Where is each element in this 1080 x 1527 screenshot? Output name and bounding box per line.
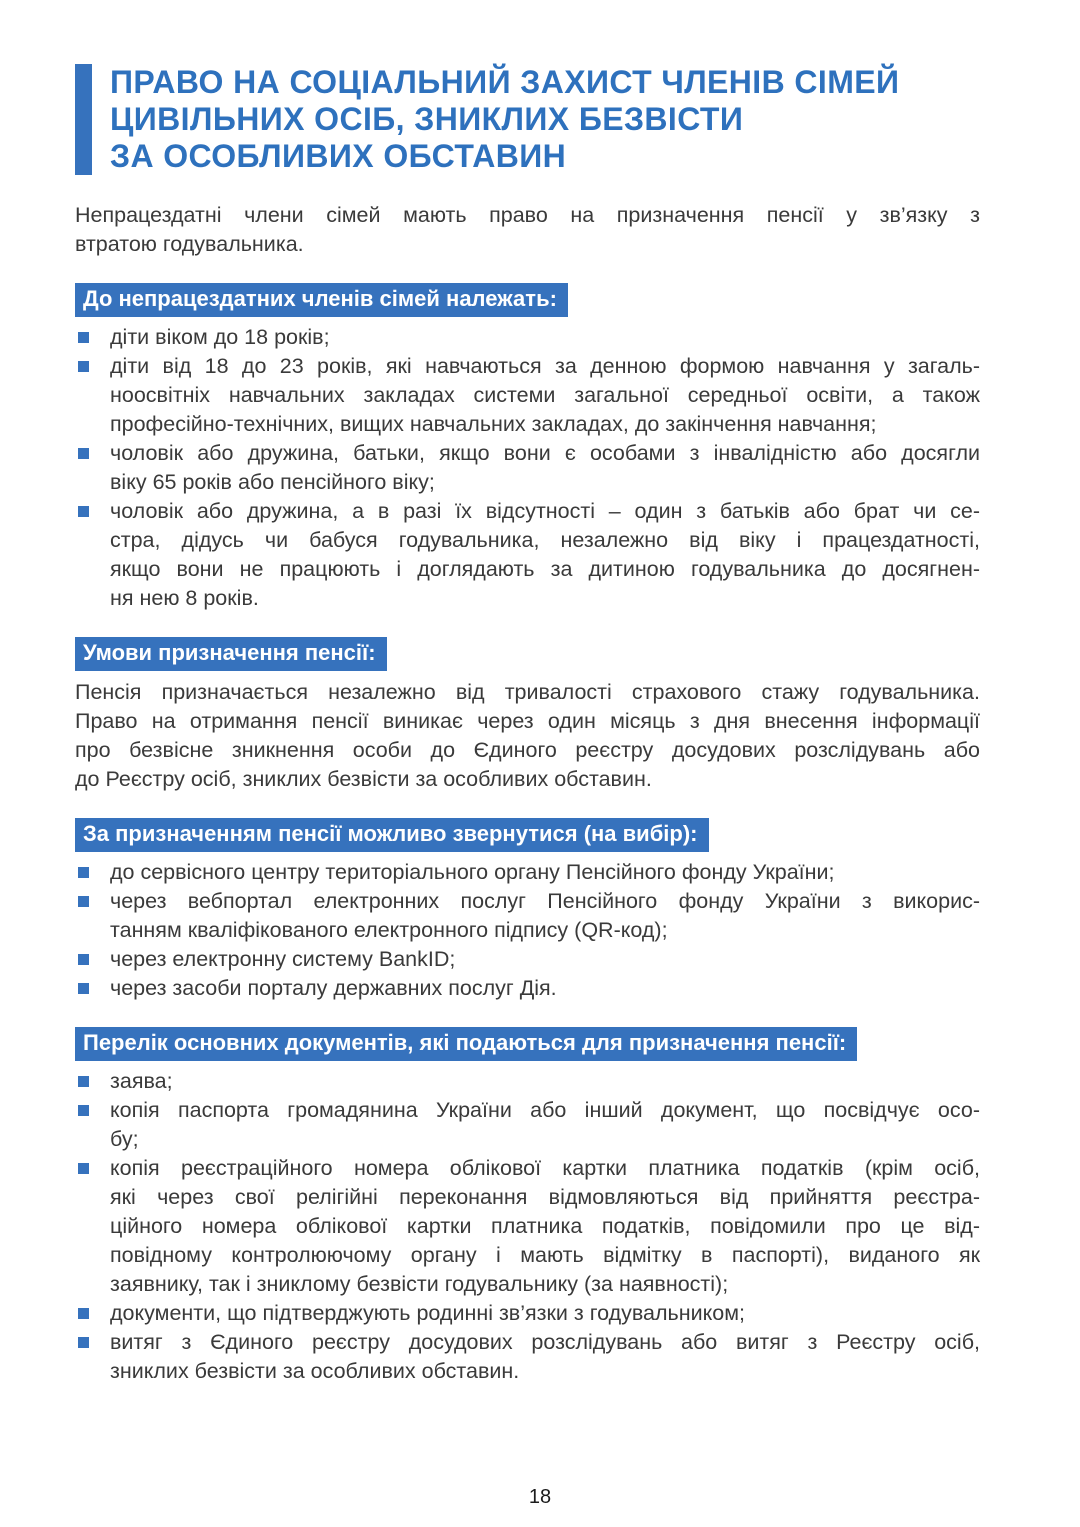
content-section (75, 637, 980, 794)
sections-container (75, 283, 980, 1386)
bullet-square-icon (78, 1163, 89, 1174)
list-item-text (110, 887, 980, 945)
text-line: Право на отримання пенсії виникає через один місяць з дня внесення інформації (75, 709, 980, 733)
list-item (75, 1299, 980, 1328)
list-item-text (110, 945, 980, 974)
bullet-square-icon (78, 1337, 89, 1348)
list-item-text (110, 1067, 980, 1096)
list-item-text (110, 497, 980, 613)
page-title-line: ПРАВО НА СОЦІАЛЬНИЙ ЗАХИСТ ЧЛЕНІВ СІМЕЙ (110, 64, 900, 100)
list-item (75, 945, 980, 974)
bullet-list (75, 858, 980, 1003)
intro-paragraph (75, 201, 980, 259)
bullet-square-icon (78, 896, 89, 907)
page-title-line: ЗА ОСОБЛИВИХ ОБСТАВИН (110, 138, 567, 174)
text-line: якщо вони не працюють і доглядають за дитиною годувальника до досягнен- (110, 557, 980, 581)
bullet-list (75, 323, 980, 613)
text-line: про безвісне зникнення особи до Єдиного реєстру досудових розслідувань або (75, 738, 980, 762)
list-item (75, 887, 980, 945)
intro-line: втратою годувальника. (75, 232, 304, 256)
section-header: До непрацездатних членів сімей належать: (75, 283, 568, 317)
list-item (75, 352, 980, 439)
list-item (75, 858, 980, 887)
text-line: через засоби порталу державних послуг Дія. (110, 976, 557, 1000)
text-line: які через свої релігійні переконання відмовляються від прийняття реєстра- (110, 1185, 980, 1209)
text-line: через електронну систему BankID; (110, 947, 456, 971)
text-line: зниклих безвісти за особливих обставин. (110, 1359, 520, 1383)
text-line: заява; (110, 1069, 173, 1093)
list-item (75, 1067, 980, 1096)
text-line: заявнику, так і зниклому безвісти годувальнику (за наявності); (110, 1272, 729, 1296)
text-line: діти віком до 18 років; (110, 325, 330, 349)
page-title (110, 64, 899, 175)
text-line: до сервісного центру територіального органу Пенсійного фонду України; (110, 860, 835, 884)
list-item (75, 439, 980, 497)
bullet-square-icon (78, 1308, 89, 1319)
bullet-square-icon (78, 1105, 89, 1116)
section-header: Перелік основних документів, які подаються для призначення пенсії: (75, 1027, 857, 1061)
text-line: Пенсія призначається незалежно від тривалості страхового стажу годувальника. (75, 680, 980, 704)
text-line: професійно-технічних, вищих навчальних закладах, до закінчення навчання; (110, 412, 877, 436)
text-line: ційного номера облікової картки платника податків, повідомили про це від- (110, 1214, 980, 1238)
text-line: чоловік або дружина, батьки, якщо вони є особами з інвалідністю або досягли (110, 441, 980, 465)
list-item-text (110, 352, 980, 439)
content-section (75, 818, 980, 1003)
page-number: 18 (528, 1486, 552, 1508)
text-line: копія реєстраційного номера облікової картки платника податків (крім осіб, (110, 1156, 980, 1180)
text-line: танням кваліфікованого електронного підпису (QR-код); (110, 918, 668, 942)
text-line: діти від 18 до 23 років, які навчаються за денною формою навчання у загаль- (110, 354, 980, 378)
text-line: документи, що підтверджують родинні зв’язки з годувальником; (110, 1301, 746, 1325)
list-item (75, 497, 980, 613)
list-item (75, 1154, 980, 1299)
bullet-square-icon (78, 361, 89, 372)
bullet-list (75, 1067, 980, 1386)
text-line: повідному контролюючому органу і мають відмітку в паспорті), виданого як (110, 1243, 980, 1267)
bullet-square-icon (78, 332, 89, 343)
list-item-text (110, 1328, 980, 1386)
text-line: бу; (110, 1127, 139, 1151)
text-line: через вебпортал електронних послуг Пенсійного фонду України з викорис- (110, 889, 980, 913)
section-header: За призначенням пенсії можливо звернутися (на вибір): (75, 818, 709, 852)
text-line: копія паспорта громадянина України або інший документ, що посвідчує осо- (110, 1098, 980, 1122)
list-item (75, 1096, 980, 1154)
list-item-text (110, 323, 980, 352)
text-line: ня нею 8 років. (110, 586, 259, 610)
list-item (75, 323, 980, 352)
bullet-square-icon (78, 983, 89, 994)
bullet-square-icon (78, 448, 89, 459)
content-section (75, 1027, 980, 1386)
content-section (75, 283, 980, 613)
text-line: віку 65 років або пенсійного віку; (110, 470, 435, 494)
page-title-block (75, 64, 980, 175)
intro-line: Непрацездатні члени сімей мають право на призначення пенсії у зв’язку з (75, 203, 980, 227)
list-item (75, 1328, 980, 1386)
list-item (75, 974, 980, 1003)
text-line: до Реєстру осіб, зниклих безвісти за особливих обставин. (75, 767, 652, 791)
section-header: Умови призначення пенсії: (75, 637, 387, 671)
list-item-text (110, 1154, 980, 1299)
bullet-square-icon (78, 867, 89, 878)
list-item-text (110, 974, 980, 1003)
text-line: витяг з Єдиного реєстру досудових розслідувань або витяг з Реєстру осіб, (110, 1330, 980, 1354)
bullet-square-icon (78, 1076, 89, 1087)
list-item-text (110, 1096, 980, 1154)
list-item-text (110, 858, 980, 887)
text-line: чоловік або дружина, а в разі їх відсутності – один з батьків або брат чи се- (110, 499, 980, 523)
section-paragraph (75, 678, 980, 794)
title-accent-bar (75, 64, 92, 175)
list-item-text (110, 439, 980, 497)
text-line: ноосвітніх навчальних закладах системи загальної середньої освіти, а також (110, 383, 980, 407)
page-title-line: ЦИВІЛЬНИХ ОСІБ, ЗНИКЛИХ БЕЗВІСТИ (110, 101, 744, 137)
bullet-square-icon (78, 506, 89, 517)
bullet-square-icon (78, 954, 89, 965)
list-item-text (110, 1299, 980, 1328)
text-line: стра, дідусь чи бабуся годувальника, незалежно від віку і працездатності, (110, 528, 980, 552)
